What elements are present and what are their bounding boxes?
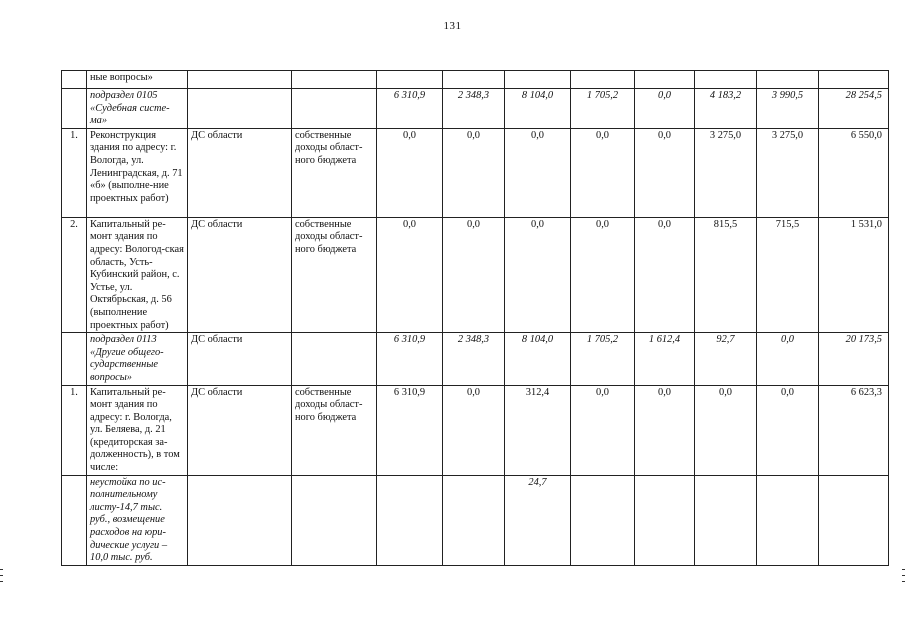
amount-cell: 0,0 — [635, 385, 695, 475]
item-name-cell: подраздел 0105 «Судебная систе-ма» — [87, 89, 188, 129]
scan-mark-left — [0, 581, 3, 582]
page-number: 131 — [443, 20, 462, 32]
funding-source-cell — [292, 475, 377, 565]
scan-mark-left — [0, 569, 3, 570]
executor-cell: ДС области — [188, 128, 292, 217]
amount-cell: 2 348,3 — [443, 89, 505, 129]
amount-cell — [377, 71, 443, 89]
amount-cell: 3 275,0 — [695, 128, 757, 217]
amount-cell — [819, 475, 889, 565]
amount-cell: 715,5 — [757, 217, 819, 332]
amount-cell: 1 612,4 — [635, 333, 695, 385]
amount-cell — [635, 475, 695, 565]
amount-cell: 6 310,9 — [377, 89, 443, 129]
amount-cell: 0,0 — [443, 217, 505, 332]
amount-cell — [571, 475, 635, 565]
amount-cell: 6 623,3 — [819, 385, 889, 475]
amount-cell: 1 531,0 — [819, 217, 889, 332]
executor-cell — [188, 71, 292, 89]
amount-cell: 0,0 — [571, 128, 635, 217]
executor-cell: ДС области — [188, 385, 292, 475]
amount-cell: 6 310,9 — [377, 385, 443, 475]
amount-cell: 815,5 — [695, 217, 757, 332]
row-number-cell: 1. — [62, 128, 87, 217]
item-name-cell: Реконструкция здания по адресу: г. Вологда, ул. Ленинградская, д. 71 «б» (выполне-ние проектных работ) — [87, 128, 188, 217]
amount-cell: 6 310,9 — [377, 333, 443, 385]
amount-cell: 0,0 — [443, 385, 505, 475]
row-number-cell: 2. — [62, 217, 87, 332]
amount-cell: 20 173,5 — [819, 333, 889, 385]
amount-cell — [571, 71, 635, 89]
table-row — [62, 128, 889, 217]
executor-cell — [188, 475, 292, 565]
amount-cell: 1 705,2 — [571, 333, 635, 385]
amount-cell: 8 104,0 — [505, 333, 571, 385]
funding-source-cell: собственные доходы област-ного бюджета — [292, 128, 377, 217]
amount-cell: 0,0 — [571, 385, 635, 475]
budget-table — [61, 70, 889, 566]
funding-source-cell — [292, 333, 377, 385]
funding-source-cell: собственные доходы област-ного бюджета — [292, 217, 377, 332]
amount-cell: 92,7 — [695, 333, 757, 385]
item-name-cell: Капитальный ре-монт здания по адресу: г. Вологда, ул. Беляева, д. 21 (кредиторская за-долженность), в том числе: — [87, 385, 188, 475]
amount-cell: 3 990,5 — [757, 89, 819, 129]
item-name-cell: Капитальный ре-монт здания по адресу: Вологод-ская область, Усть-Кубинский район, с. Устье, ул. Октябрьская, д. 56 (выполнение проектных работ) — [87, 217, 188, 332]
amount-cell: 28 254,5 — [819, 89, 889, 129]
row-number-cell — [62, 71, 87, 89]
table-body — [62, 71, 889, 566]
amount-cell: 4 183,2 — [695, 89, 757, 129]
row-number-cell — [62, 333, 87, 385]
amount-cell — [505, 71, 571, 89]
amount-cell: 1 705,2 — [571, 89, 635, 129]
row-number-cell — [62, 475, 87, 565]
amount-cell: 0,0 — [757, 333, 819, 385]
amount-cell: 0,0 — [505, 217, 571, 332]
amount-cell — [819, 71, 889, 89]
amount-cell: 0,0 — [757, 385, 819, 475]
executor-cell — [188, 89, 292, 129]
amount-cell — [695, 71, 757, 89]
amount-cell: 0,0 — [635, 89, 695, 129]
row-number-cell: 1. — [62, 385, 87, 475]
amount-cell — [377, 475, 443, 565]
amount-cell — [443, 475, 505, 565]
table-row — [62, 217, 889, 332]
funding-source-cell: собственные доходы област-ного бюджета — [292, 385, 377, 475]
amount-cell — [443, 71, 505, 89]
item-name-cell: подраздел 0113 «Другие общего-сударственные вопросы» — [87, 333, 188, 385]
amount-cell: 8 104,0 — [505, 89, 571, 129]
table-row — [62, 475, 889, 565]
table-row — [62, 71, 889, 89]
amount-cell: 0,0 — [571, 217, 635, 332]
executor-cell: ДС области — [188, 333, 292, 385]
amount-cell: 0,0 — [635, 217, 695, 332]
amount-cell — [757, 475, 819, 565]
amount-cell: 0,0 — [443, 128, 505, 217]
executor-cell: ДС области — [188, 217, 292, 332]
amount-cell — [635, 71, 695, 89]
item-name-cell: неустойка по ис-полнительному листу-14,7 тыс. руб., возмещение расходов на юри-дические услуги – 10,0 тыс. руб. — [87, 475, 188, 565]
amount-cell: 24,7 — [505, 475, 571, 565]
amount-cell: 6 550,0 — [819, 128, 889, 217]
amount-cell: 0,0 — [635, 128, 695, 217]
amount-cell: 312,4 — [505, 385, 571, 475]
funding-source-cell — [292, 89, 377, 129]
item-name-cell: ные вопросы» — [87, 71, 188, 89]
amount-cell: 0,0 — [695, 385, 757, 475]
row-number-cell — [62, 89, 87, 129]
amount-cell — [757, 71, 819, 89]
scan-mark-left — [0, 575, 3, 576]
amount-cell: 0,0 — [377, 128, 443, 217]
amount-cell: 0,0 — [377, 217, 443, 332]
amount-cell: 2 348,3 — [443, 333, 505, 385]
table-row — [62, 89, 889, 129]
funding-source-cell — [292, 71, 377, 89]
table-row — [62, 385, 889, 475]
amount-cell — [695, 475, 757, 565]
amount-cell: 0,0 — [505, 128, 571, 217]
amount-cell: 3 275,0 — [757, 128, 819, 217]
table-row — [62, 333, 889, 385]
